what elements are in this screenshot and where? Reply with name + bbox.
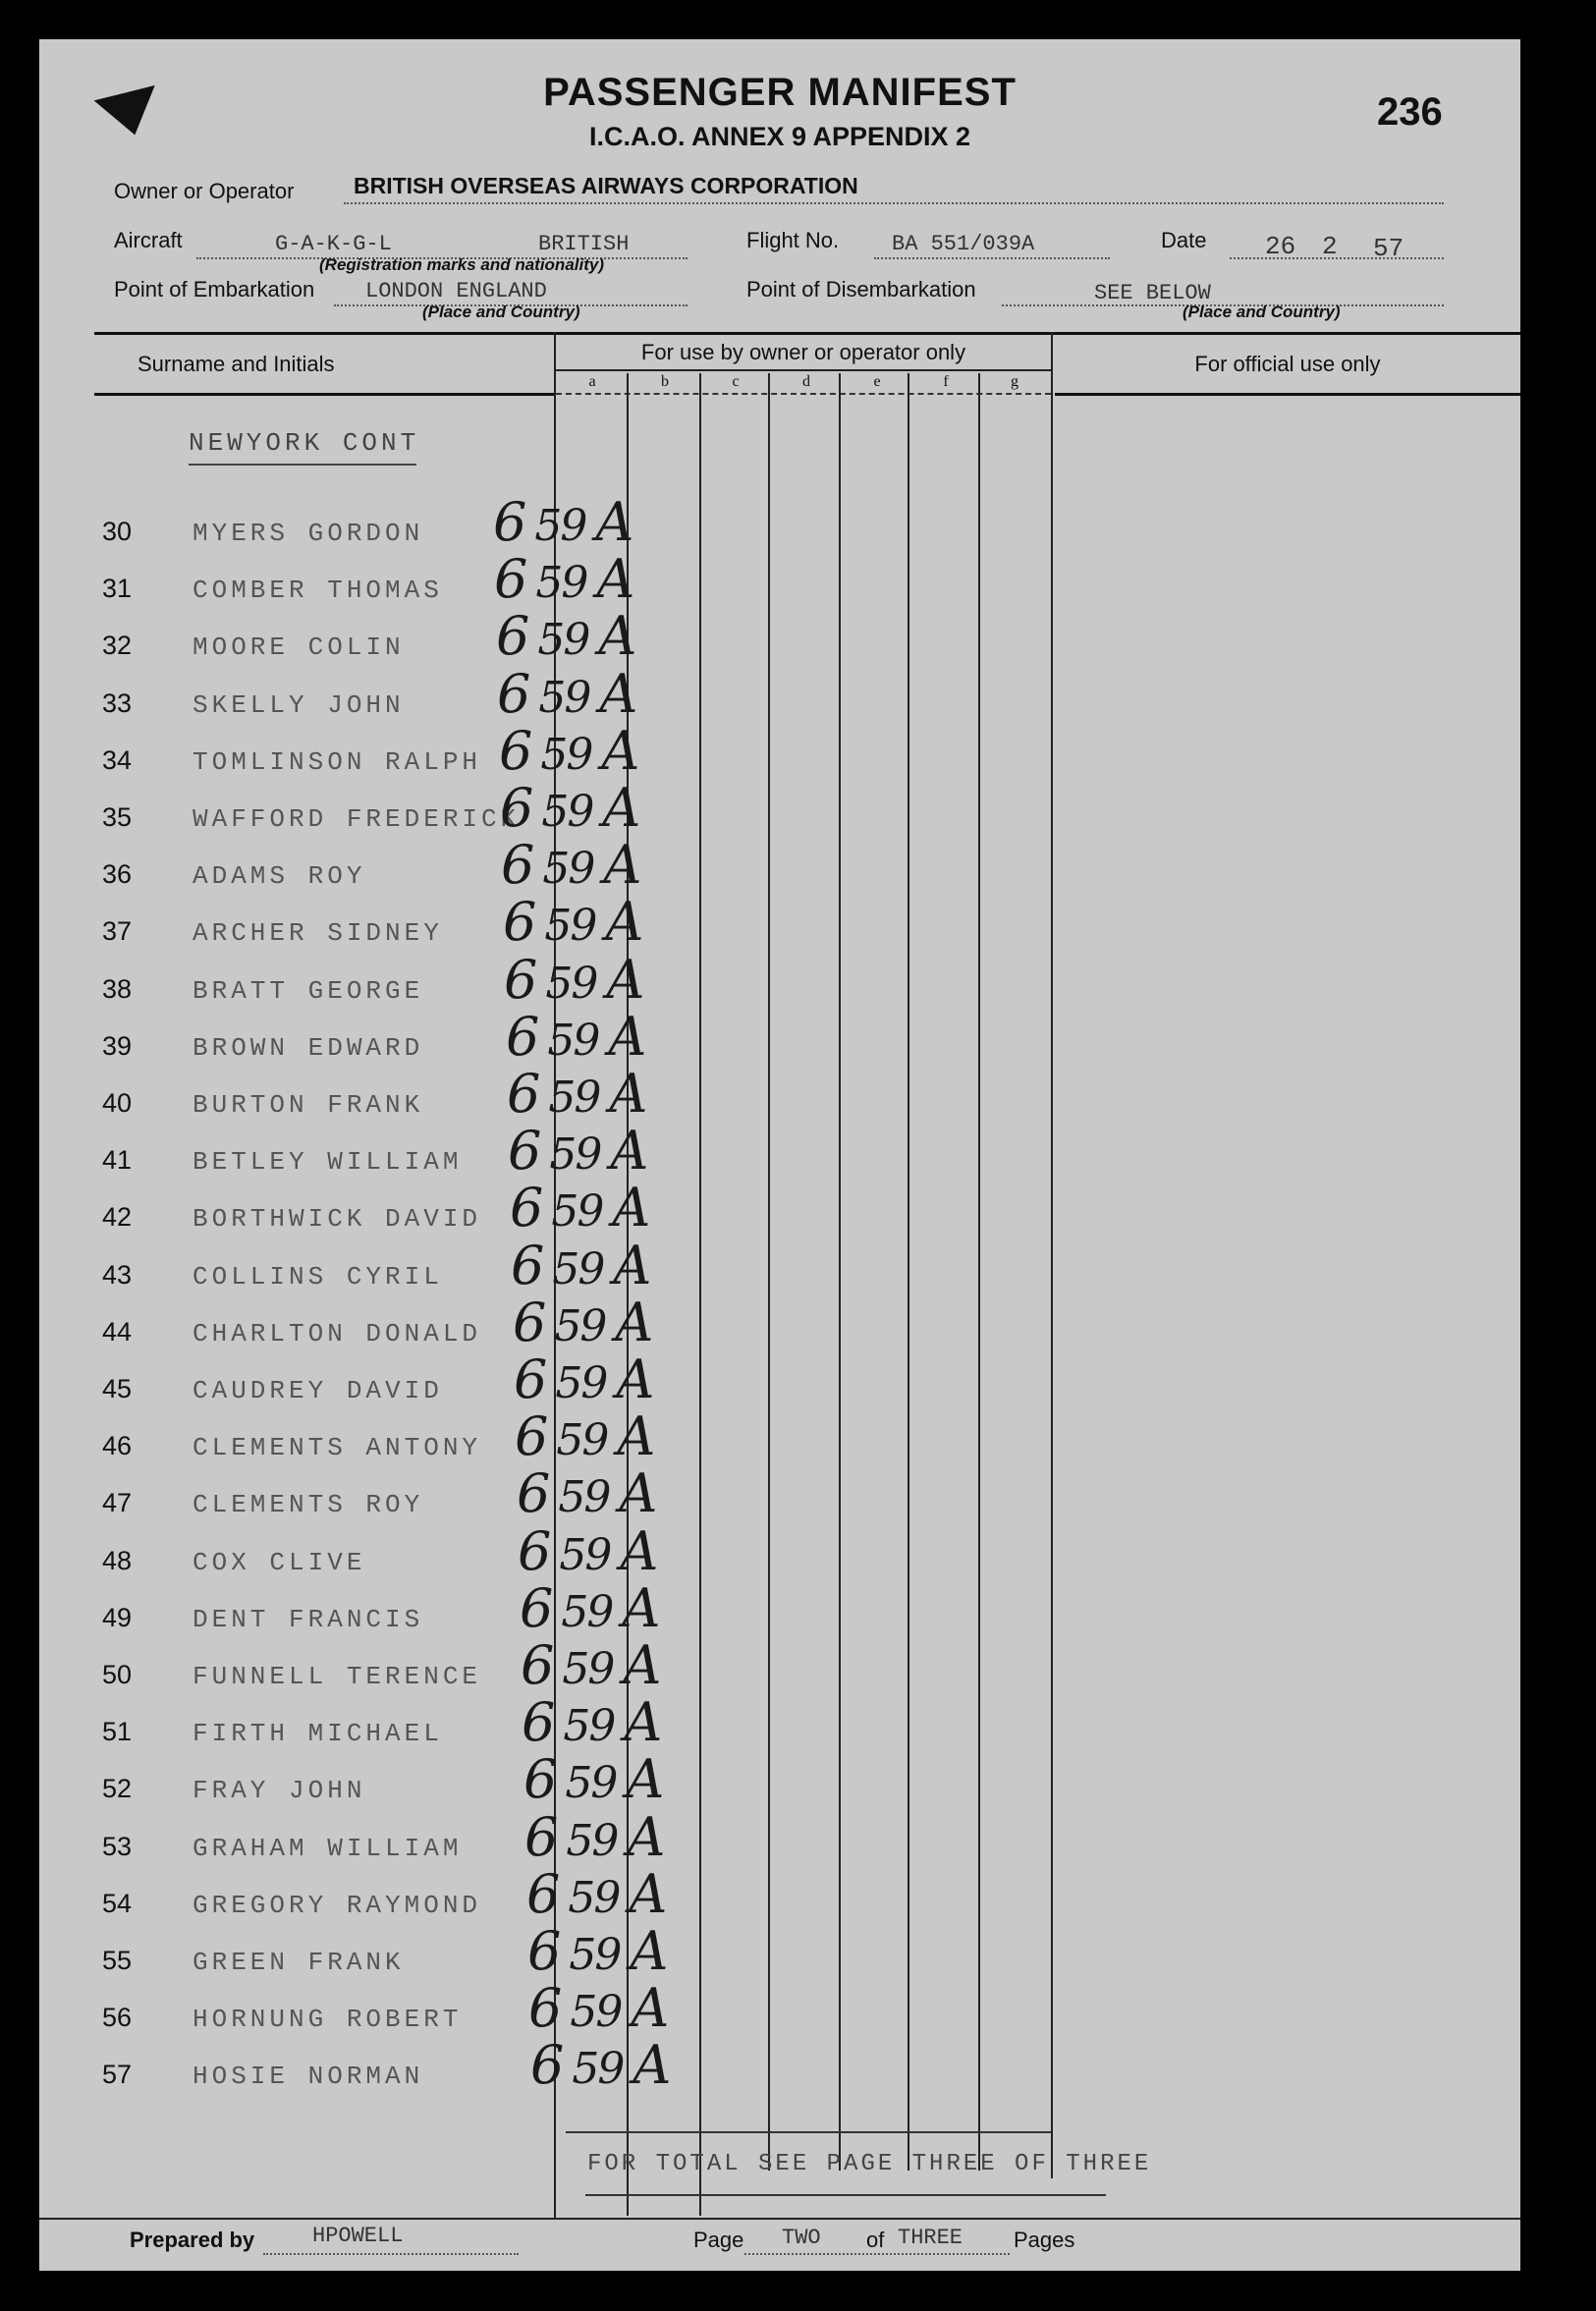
code-part: A (610, 1120, 647, 1182)
code-part: 59 (566, 1816, 618, 1866)
code-part: A (599, 663, 636, 725)
code-part: 6 (524, 1806, 557, 1868)
row-number: 31 (102, 574, 133, 603)
table-top-rule (94, 332, 1520, 335)
passenger-name: COX CLIVE (193, 1548, 366, 1577)
code-part: A (596, 548, 633, 610)
code-part: 6 (523, 1748, 556, 1810)
code-part: 6 (518, 1520, 550, 1582)
handwritten-code (493, 491, 632, 553)
handwritten-code (510, 1177, 648, 1238)
code-part: 59 (544, 901, 596, 951)
code-part: A (615, 1292, 652, 1353)
code-part: 6 (503, 891, 535, 953)
page-value: TWO (782, 2226, 821, 2250)
embarkation-label: Point of Embarkation (114, 277, 315, 302)
code-part: A (616, 1348, 653, 1410)
total-rule (566, 2131, 1051, 2133)
col-letter-d: d (802, 373, 810, 390)
code-part: A (609, 1063, 646, 1125)
code-part: 6 (493, 491, 525, 553)
code-part: 6 (514, 1348, 546, 1410)
flight-label: Flight No. (746, 228, 840, 252)
passenger-name: GRAHAM WILLIAM (193, 1834, 463, 1863)
passenger-name: MOORE COLIN (193, 633, 405, 662)
row-number: 36 (102, 859, 133, 889)
handwritten-code (526, 1863, 665, 1925)
row-number: 35 (102, 802, 133, 832)
row-number: 34 (102, 745, 133, 775)
code-part: A (623, 1634, 660, 1696)
table-header-rule-right (1055, 393, 1520, 396)
code-part: A (631, 1977, 668, 2039)
handwritten-code (514, 1348, 652, 1410)
passenger-name: FRAY JOHN (193, 1776, 366, 1805)
handwritten-code (504, 949, 642, 1011)
prepared-by-label: Prepared by (130, 2228, 255, 2252)
handwritten-code (521, 1634, 659, 1696)
code-part: 59 (540, 730, 592, 780)
passenger-name: ARCHER SIDNEY (193, 918, 443, 948)
row-number: 50 (102, 1660, 133, 1689)
row-number: 53 (102, 1832, 133, 1861)
date-label: Date (1161, 228, 1207, 252)
row-number: 55 (102, 1946, 133, 1975)
code-part: A (620, 1520, 657, 1582)
code-part: 6 (517, 1462, 549, 1524)
owner-col-letter-rule (556, 393, 1051, 395)
handwritten-code (528, 1977, 667, 2039)
code-part: A (612, 1177, 649, 1238)
page-number: 236 (1377, 90, 1443, 134)
row-number: 44 (102, 1317, 133, 1347)
passenger-name: HORNUNG ROBERT (193, 2005, 463, 2034)
handwritten-code (503, 891, 641, 953)
code-part: 6 (508, 1120, 540, 1182)
code-part: 59 (570, 1987, 622, 2037)
handwritten-code (515, 1405, 653, 1467)
passenger-name: DENT FRANCIS (193, 1605, 424, 1634)
passenger-name: FUNNELL TERENCE (193, 1662, 482, 1691)
code-part: A (629, 1863, 666, 1925)
code-part: 6 (528, 1977, 561, 2039)
code-part: 59 (555, 1358, 607, 1408)
code-part: 59 (563, 1701, 615, 1751)
row-number: 48 (102, 1546, 133, 1575)
disembarkation-value: SEE BELOW (1094, 281, 1211, 305)
document-subtitle: I.C.A.O. ANNEX 9 APPENDIX 2 (588, 122, 971, 151)
passenger-name: HOSIE NORMAN (193, 2062, 424, 2091)
handwritten-code (508, 1120, 646, 1182)
row-number: 46 (102, 1431, 133, 1460)
code-part: 6 (513, 1292, 545, 1353)
manifest-sheet (39, 39, 1520, 2271)
code-part: 6 (510, 1177, 542, 1238)
code-part: 59 (548, 1073, 600, 1123)
code-part: A (617, 1405, 654, 1467)
code-part: A (622, 1577, 659, 1639)
handwritten-code (496, 605, 634, 667)
col-line-g-right (1051, 332, 1053, 2178)
code-part: 59 (572, 2044, 624, 2094)
passenger-name: CLEMENTS ANTONY (193, 1433, 482, 1462)
code-part: 59 (565, 1758, 617, 1808)
col-letter-e: e (873, 373, 881, 390)
code-part: 59 (542, 844, 594, 894)
passenger-name: BURTON FRANK (193, 1090, 424, 1120)
date-day: 26 (1265, 232, 1296, 261)
code-part: 6 (497, 663, 529, 725)
date-dotted-line (1230, 257, 1444, 259)
table-header-rule-left (94, 393, 554, 396)
aircraft-note: (Registration marks and nationality) (319, 255, 604, 274)
col-line-bc (699, 373, 701, 2216)
handwritten-code (520, 1577, 658, 1639)
handwritten-code (523, 1748, 662, 1810)
row-number: 41 (102, 1145, 133, 1175)
page-dotted-line (744, 2253, 1010, 2255)
row-number: 30 (102, 517, 133, 546)
passenger-name: WAFFORD FREDERICK (193, 804, 521, 834)
code-part: 59 (569, 1930, 621, 1980)
code-part: 6 (494, 548, 526, 610)
code-part: A (608, 1006, 645, 1068)
code-part: 6 (507, 1063, 539, 1125)
of-label: of (866, 2228, 885, 2252)
row-number: 32 (102, 631, 133, 660)
code-part: 59 (549, 1129, 601, 1180)
passenger-name: SKELLY JOHN (193, 690, 405, 720)
code-part: A (595, 491, 633, 553)
row-number: 49 (102, 1603, 133, 1632)
code-part: A (598, 605, 635, 667)
code-part: A (602, 777, 639, 839)
handwritten-code (499, 720, 637, 782)
col-letter-g: g (1011, 373, 1018, 390)
col-line-cd (768, 373, 770, 2171)
passenger-name: BETLEY WILLIAM (193, 1147, 463, 1177)
owner-value: BRITISH OVERSEAS AIRWAYS CORPORATION (354, 173, 858, 198)
code-part: 59 (568, 1873, 620, 1923)
code-part: A (626, 1748, 663, 1810)
handwritten-code (494, 548, 633, 610)
disembarkation-note: (Place and Country) (1183, 303, 1341, 321)
code-part: 59 (537, 615, 589, 665)
col-line-ef (908, 373, 909, 2171)
section-underline (189, 464, 416, 466)
code-part: A (603, 834, 640, 896)
code-part: 59 (545, 959, 597, 1009)
row-number: 45 (102, 1374, 133, 1403)
code-part: 6 (520, 1577, 552, 1639)
passenger-name: GREGORY RAYMOND (193, 1891, 482, 1920)
owner-col-subrule (556, 369, 1051, 371)
aircraft-value: G-A-K-G-L (275, 232, 392, 256)
row-number: 51 (102, 1717, 133, 1746)
row-number: 56 (102, 2003, 133, 2032)
official-column-header: For official use only (1194, 352, 1381, 376)
section-label: NEWYORK CONT (189, 428, 420, 458)
code-part: 6 (526, 1863, 559, 1925)
handwritten-code (517, 1462, 655, 1524)
code-part: 6 (506, 1006, 538, 1068)
document-title: PASSENGER MANIFEST (543, 71, 1017, 114)
date-year: 57 (1373, 234, 1404, 263)
code-part: A (605, 891, 642, 953)
code-part: 59 (558, 1472, 610, 1522)
passenger-name: COLLINS CYRIL (193, 1262, 443, 1292)
disembarkation-label: Point of Disembarkation (746, 277, 976, 302)
passenger-name: BORTHWICK DAVID (193, 1204, 482, 1234)
col-letter-a: a (588, 373, 596, 390)
surname-column-header: Surname and Initials (138, 352, 335, 376)
handwritten-code (501, 834, 639, 896)
handwritten-code (506, 1006, 644, 1068)
code-part: A (633, 2034, 670, 2096)
flight-value: BA 551/039A (892, 232, 1035, 256)
aircraft-nationality: BRITISH (538, 232, 630, 256)
aircraft-label: Aircraft (114, 228, 183, 252)
code-part: 59 (554, 1301, 606, 1351)
handwritten-code (500, 777, 638, 839)
code-part: 6 (504, 949, 536, 1011)
owner-label: Owner or Operator (114, 179, 295, 203)
code-part: 6 (500, 777, 532, 839)
passenger-name: BRATT GEORGE (193, 976, 424, 1006)
code-part: A (601, 720, 638, 782)
code-part: 6 (530, 2034, 563, 2096)
code-part: A (606, 949, 643, 1011)
code-part: A (619, 1462, 656, 1524)
pages-label: Pages (1014, 2228, 1075, 2252)
code-part: 6 (501, 834, 533, 896)
passenger-name: TOMLINSON RALPH (193, 747, 482, 777)
code-part: 6 (522, 1691, 554, 1753)
code-part: 6 (499, 720, 531, 782)
code-part: 59 (556, 1415, 608, 1465)
handwritten-code (530, 2034, 669, 2096)
footer-rule (39, 2218, 1520, 2220)
of-value: THREE (898, 2226, 963, 2250)
embarkation-value: LONDON ENGLAND (365, 279, 547, 303)
row-number: 43 (102, 1260, 133, 1290)
code-part: 59 (551, 1186, 603, 1237)
code-part: 59 (547, 1016, 599, 1066)
passenger-name: CHARLTON DONALD (193, 1319, 482, 1348)
prepared-by-value: HPOWELL (312, 2224, 404, 2248)
prepared-by-dotted-line (263, 2253, 519, 2255)
col-letter-c: c (732, 373, 740, 390)
code-part: 6 (515, 1405, 547, 1467)
passenger-name: COMBER THOMAS (193, 576, 443, 605)
owner-column-header: For use by owner or operator only (640, 340, 966, 364)
code-part: 59 (535, 558, 587, 608)
page-label: Page (693, 2228, 744, 2252)
code-part: 6 (496, 605, 528, 667)
flight-dotted-line (874, 257, 1110, 259)
total-footnote: FOR TOTAL SEE PAGE THREE OF THREE (587, 2151, 1152, 2177)
handwritten-code (524, 1806, 663, 1868)
code-part: 6 (521, 1634, 553, 1696)
total-bottom-rule (585, 2194, 1106, 2196)
col-line-fg (978, 373, 980, 2171)
row-number: 54 (102, 1889, 133, 1918)
handwritten-code (522, 1691, 660, 1753)
row-number: 39 (102, 1031, 133, 1061)
code-part: 59 (561, 1587, 613, 1637)
passenger-name: CAUDREY DAVID (193, 1376, 443, 1405)
date-month: 2 (1322, 232, 1338, 261)
code-part: A (613, 1235, 650, 1296)
passenger-name: GREEN FRANK (193, 1948, 405, 1977)
embarkation-note: (Place and Country) (422, 303, 580, 321)
code-part: 59 (552, 1244, 604, 1294)
passenger-name: MYERS GORDON (193, 519, 424, 548)
col-line-de (839, 373, 841, 2171)
passenger-name: BROWN EDWARD (193, 1033, 424, 1063)
handwritten-code (497, 663, 635, 725)
row-number: 52 (102, 1774, 133, 1803)
handwritten-code (527, 1920, 666, 1982)
code-part: 59 (534, 501, 586, 551)
handwritten-code (513, 1292, 651, 1353)
row-number: 42 (102, 1202, 133, 1232)
code-part: 59 (538, 673, 590, 723)
handwritten-code (511, 1235, 649, 1296)
row-number: 38 (102, 974, 133, 1004)
code-part: A (624, 1691, 661, 1753)
code-part: 59 (562, 1644, 614, 1694)
col-letter-b: b (661, 373, 669, 390)
handwritten-code (507, 1063, 645, 1125)
row-number: 33 (102, 688, 133, 718)
passenger-name: CLEMENTS ROY (193, 1490, 424, 1519)
code-part: 6 (527, 1920, 560, 1982)
code-part: A (627, 1806, 664, 1868)
passenger-name: FIRTH MICHAEL (193, 1719, 443, 1748)
row-number: 37 (102, 916, 133, 946)
code-part: A (630, 1920, 667, 1982)
code-part: 6 (511, 1235, 543, 1296)
owner-dotted-line (344, 202, 1444, 204)
row-number: 40 (102, 1088, 133, 1118)
code-part: 59 (541, 787, 593, 837)
code-part: 59 (559, 1530, 611, 1580)
passenger-name: ADAMS ROY (193, 861, 366, 891)
row-number: 57 (102, 2060, 133, 2089)
row-number: 47 (102, 1488, 133, 1517)
col-letter-f: f (943, 373, 949, 390)
handwritten-code (518, 1520, 656, 1582)
